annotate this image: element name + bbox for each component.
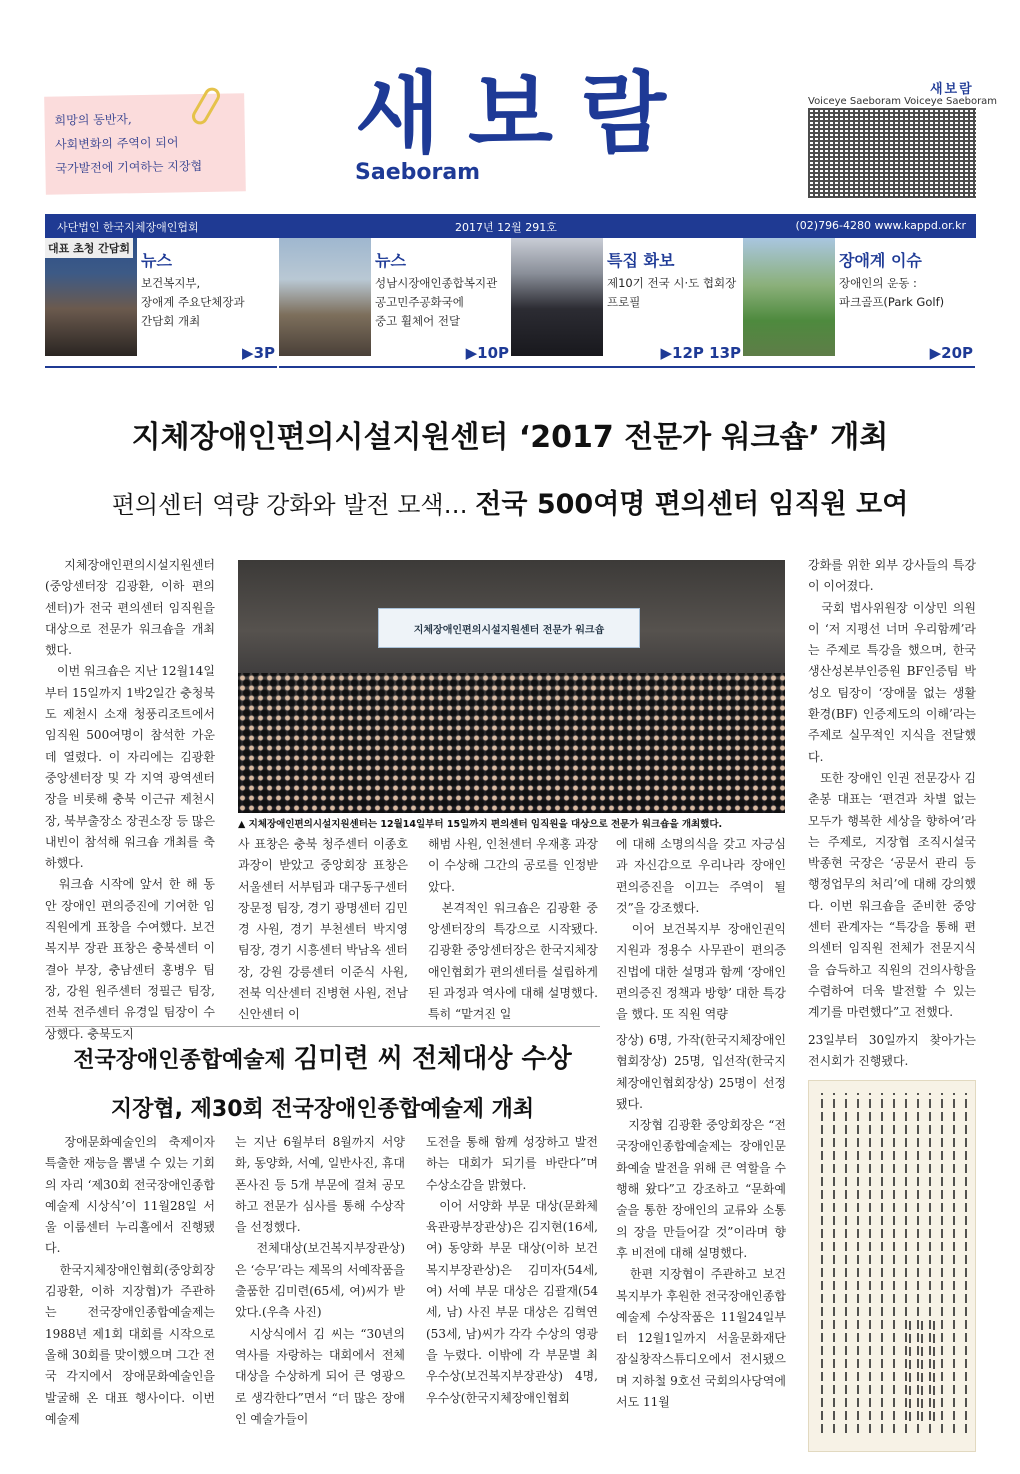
teaser-2[interactable]: [279, 238, 511, 368]
teaser-photo: [743, 238, 835, 356]
article2-headline-part-2: 김미련 씨 전체대상 수상: [293, 1044, 572, 1074]
teaser-1[interactable]: [45, 238, 277, 368]
workshop-photo: [238, 560, 785, 813]
section-divider: [45, 1026, 600, 1027]
publisher: 사단법인 한국지체장애인협회: [57, 221, 199, 234]
newspaper-title: 새보람: [355, 62, 695, 165]
article2-headline-part-1: 전국장애인종합예술제: [73, 1048, 286, 1073]
article1-column-1: 지체장애인편의시설지원센터(중앙센터장 김광환, 이하 편의센터)가 전국 편의센터 임직원을 대상으로 전문가 워크숍을 개최했다. 이번 워크숍은 지난 12월14일부터 15일까지 1박2일간 충청북도 제천시 소재 청풍리조트에서 임직원 500여명이 참석한 가운데 열렸다. 이 자리에는 김광환 중앙센터장 및 각 지역 광역센터장을 비롯해 충북 이근규 제천시장, 북부출장소 장권소장 등 많은 내빈이 참석해 워크숍 개최를 축하했다. 워크숍 시작에 앞서 한 해 동안 장애인 편의증진에 기여한 임직원에게 표창을 수여했다. 보건복지부 장관 표창은 충북센터 이결아 부장, 충남센터 홍병우 팀장, 강원 원주센터 정필근 팀장, 전북 전주센터 유경일 팀장이 수상했다. 충북도지: [45, 558, 215, 1041]
slogan-line-2: 사회변화의 주역이 되어: [54, 135, 179, 152]
slogan-note: [44, 93, 246, 194]
article2-headline: [45, 1038, 600, 1075]
slogan-line-3: 국가발전에 기여하는 지장협: [55, 159, 203, 176]
teaser-text: 장애인의 운동 : 파크골프(Park Golf): [839, 276, 945, 309]
slogan-line-1: 희망의 동반자,: [54, 112, 132, 128]
teaser-photo: [279, 238, 371, 356]
main-subheadline: [0, 482, 1020, 521]
article1-column-5: 강화를 위한 외부 강사들의 특강이 이어졌다. 국회 법사위원장 이상민 의원이 ‘저 지평선 너머 우리함께’라는 주제로 특강을 했으며, 한국생산성본부인증원 BF인증팀 박성오 팀장이 ‘장애물 없는 생활환경(BF) 인증제도의 이해’라는 주제로 실무적인 지식을 전달했다. 또한 장애인 인권 전문강사 김춘봉 대표는 ‘편견과 차별 없는 모두가 행복한 세상을 향하여’라는 주제로, 지장협 조직시설국 박종현 국장은 ‘공문서 관리 등 행정업무의 처리’에 대해 강의했다. 이번 워크숍을 준비한 중앙센터 관계자는 “특강을 통해 편의센터 임직원 전체가 전문지식을 습득하고 직원의 건의사항을 수렴하여 더욱 발전할 수 있는 계기를 마련했다”고 전했다.: [808, 558, 976, 1020]
issue-number: 2017년 12월 291호: [455, 221, 557, 234]
teaser-page-link[interactable]: ▶10P: [465, 344, 509, 362]
teaser-category: 뉴스: [375, 251, 406, 270]
photo-crowd: [238, 673, 785, 813]
newspaper-title-en: Saeboram: [355, 160, 481, 185]
teaser-text: 제10기 전국 시·도 협회장 프로필: [607, 276, 737, 309]
voiceye-code-icon: [808, 108, 976, 198]
article1-column-2: 사 표창은 충북 청주센터 이종호 과장이 받았고 중앙회장 표창은 서울센터 서부팀과 대구동구센터 장문정 팀장, 경기 광명센터 김민경 사원, 경기 부천센터 박지영 팀장, 경기 시흥센터 박남옥 센터장, 강원 강릉센터 이준식 사원, 전북 익산센터 진병현 사원, 전남 신안센터 이: [238, 837, 408, 1022]
teaser-page-link[interactable]: ▶3P: [242, 344, 275, 362]
voiceye-label: 새보람: [930, 82, 974, 97]
main-headline: 지체장애인편의시설지원센터 ‘2017 전문가 워크숍’ 개최: [131, 420, 889, 455]
calligraphy-signature: [905, 1321, 935, 1421]
issue-info-bar: [45, 214, 976, 238]
subheadline-part-1: 편의센터 역량 강화와 발전 모색…: [111, 491, 468, 519]
teaser-category: 뉴스: [141, 251, 172, 270]
article2-column-2: 는 지난 6월부터 8월까지 서양화, 동양화, 서예, 일반사진, 휴대폰사진 등 5개 부문에 걸쳐 공모하고 전문가 심사를 통해 수상작을 선정했다. 전체대상(보건복지부장관상)은 ‘승무’라는 제목의 서예작품을 출품한 김미련(65세, 여)씨가 받았다.(우측 사진) 시상식에서 김 씨는 “30년의 역사를 자랑하는 대회에서 전체 대상을 수상하게 되어 큰 영광으로 생각한다”면서 “더 많은 장애인 예술가들이: [235, 1135, 405, 1426]
teaser-photo: [511, 238, 603, 356]
subheadline-part-2: 전국 500여명 편의센터 임직원 모여: [475, 489, 909, 520]
teaser-text: 보건복지부, 장애계 주요단체장과 간담회 개최: [141, 276, 245, 328]
voiceye-subtext: Voiceye Saeboram Voiceye Saeboram: [808, 96, 998, 107]
photo-banner: 지체장애인편의시설지원센터 전문가 워크숍: [378, 608, 640, 648]
teaser-text: 성남시장애인종합복지관 공고민주공화국에 중고 휠체어 전달: [375, 276, 498, 328]
photo-caption: ▲ 지체장애인편의시설지원센터는 12월14일부터 15일까지 편의센터 임직원을 대상으로 전문가 워크숍을 개최했다.: [238, 819, 723, 830]
article2-subheadline: 지장협, 제30회 전국장애인종합예술제 개최: [110, 1097, 535, 1122]
article2-column-1: 장애문화예술인의 축제이자 특출한 재능을 뽐낼 수 있는 기회의 자리 ‘제30회 전국장애인종합예술제 시상식’이 11월28일 서울 이룸센터 누리홀에서 진행됐다. 한국지체장애인협회(중앙회장 김광환, 이하 지장협)가 주관하는 전국장애인종합예술제는 1988년 제1회 대회를 시작으로 올해 30회를 맞이했으며 그간 전국 각지에서 장애문화예술인을 발굴해 온 대표 행사이다. 이번 예술제: [45, 1135, 215, 1426]
teaser-photo: [45, 238, 137, 356]
teaser-category: 장애계 이슈: [839, 251, 922, 270]
teaser-4[interactable]: [743, 238, 975, 368]
teaser-category: 특집 화보: [607, 251, 675, 270]
article2-column-5: 23일부터 30일까지 찾아가는 전시회가 진행됐다.: [808, 1033, 976, 1069]
article1-column-3: 해범 사원, 인천센터 우재홍 과장이 수상해 그간의 공로를 인정받았다. 본격적인 워크숍은 김광환 중앙센터장의 특강으로 시작됐다. 김광환 중앙센터장은 한국지체장애인협회가 편의센터를 설립하게된 과정과 역사에 대해 설명했다. 특히 “맡겨진 일: [428, 837, 598, 1022]
calligraphy-strokes: [817, 1093, 967, 1433]
teaser-photo-tag: 대표 초청 간담회: [45, 238, 133, 258]
calligraphy-artwork: [808, 1080, 976, 1452]
teaser-page-link[interactable]: ▶20P: [929, 344, 973, 362]
teaser-page-link[interactable]: ▶12P 13P: [660, 344, 741, 362]
article1-column-4: 에 대해 소명의식을 갖고 자긍심과 자신감으로 우리나라 장애인 편의증진을 이끄는 주역이 될 것”을 강조했다. 이어 보건복지부 장애인권익지원과 정용수 사무관이 편의증진법에 대한 설명과 함께 ‘장애인 편의증진 정책과 방향’ 대한 특강을 했다. 또 직원 역량: [616, 837, 786, 1022]
contact-info: (02)796-4280 www.kappd.or.kr: [795, 219, 966, 232]
article2-column-3: 도전을 통해 함께 성장하고 발전하는 대회가 되기를 바란다”며 수상소감을 밝혔다. 이어 서양화 부문 대상(문화체육관광부장관상)은 김지현(16세, 여) 동양화 부문 대상(이하 보건복지부장관상)은 김미자(54세, 여) 서예 부문 대상은 김괄재(54세, 남) 사진 부문 대상은 김혁연(53세, 남)씨가 각각 수상의 영광을 누렸다. 이밖에 각 부문별 최우수상(보건복지부장관상) 4명, 우수상(한국지체장애인협회: [426, 1135, 598, 1405]
article2-column-4: 장상) 6명, 가작(한국지체장애인협회장상) 25명, 입선작(한국지체장애인협회장상) 25명이 선정됐다. 지장협 김광환 중앙회장은 “전국장애인종합예술제는 장애인문화예술 발전을 위해 큰 역할을 수행해 왔다”고 강조하고 “문화예술을 통한 장애인의 교류와 소통의 장을 만들어갈 것”이라며 향후 비전에 대해 설명했다. 한편 지장협이 주관하고 보건복지부가 후원한 전국장애인종합예술제 수상작품은 11월24일부터 12월1일까지 서울문화재단 잠실창작스튜디오에서 전시됐으며 지하철 9호선 국회의사당역에서도 11월: [616, 1033, 786, 1410]
teaser-3[interactable]: [511, 238, 743, 368]
